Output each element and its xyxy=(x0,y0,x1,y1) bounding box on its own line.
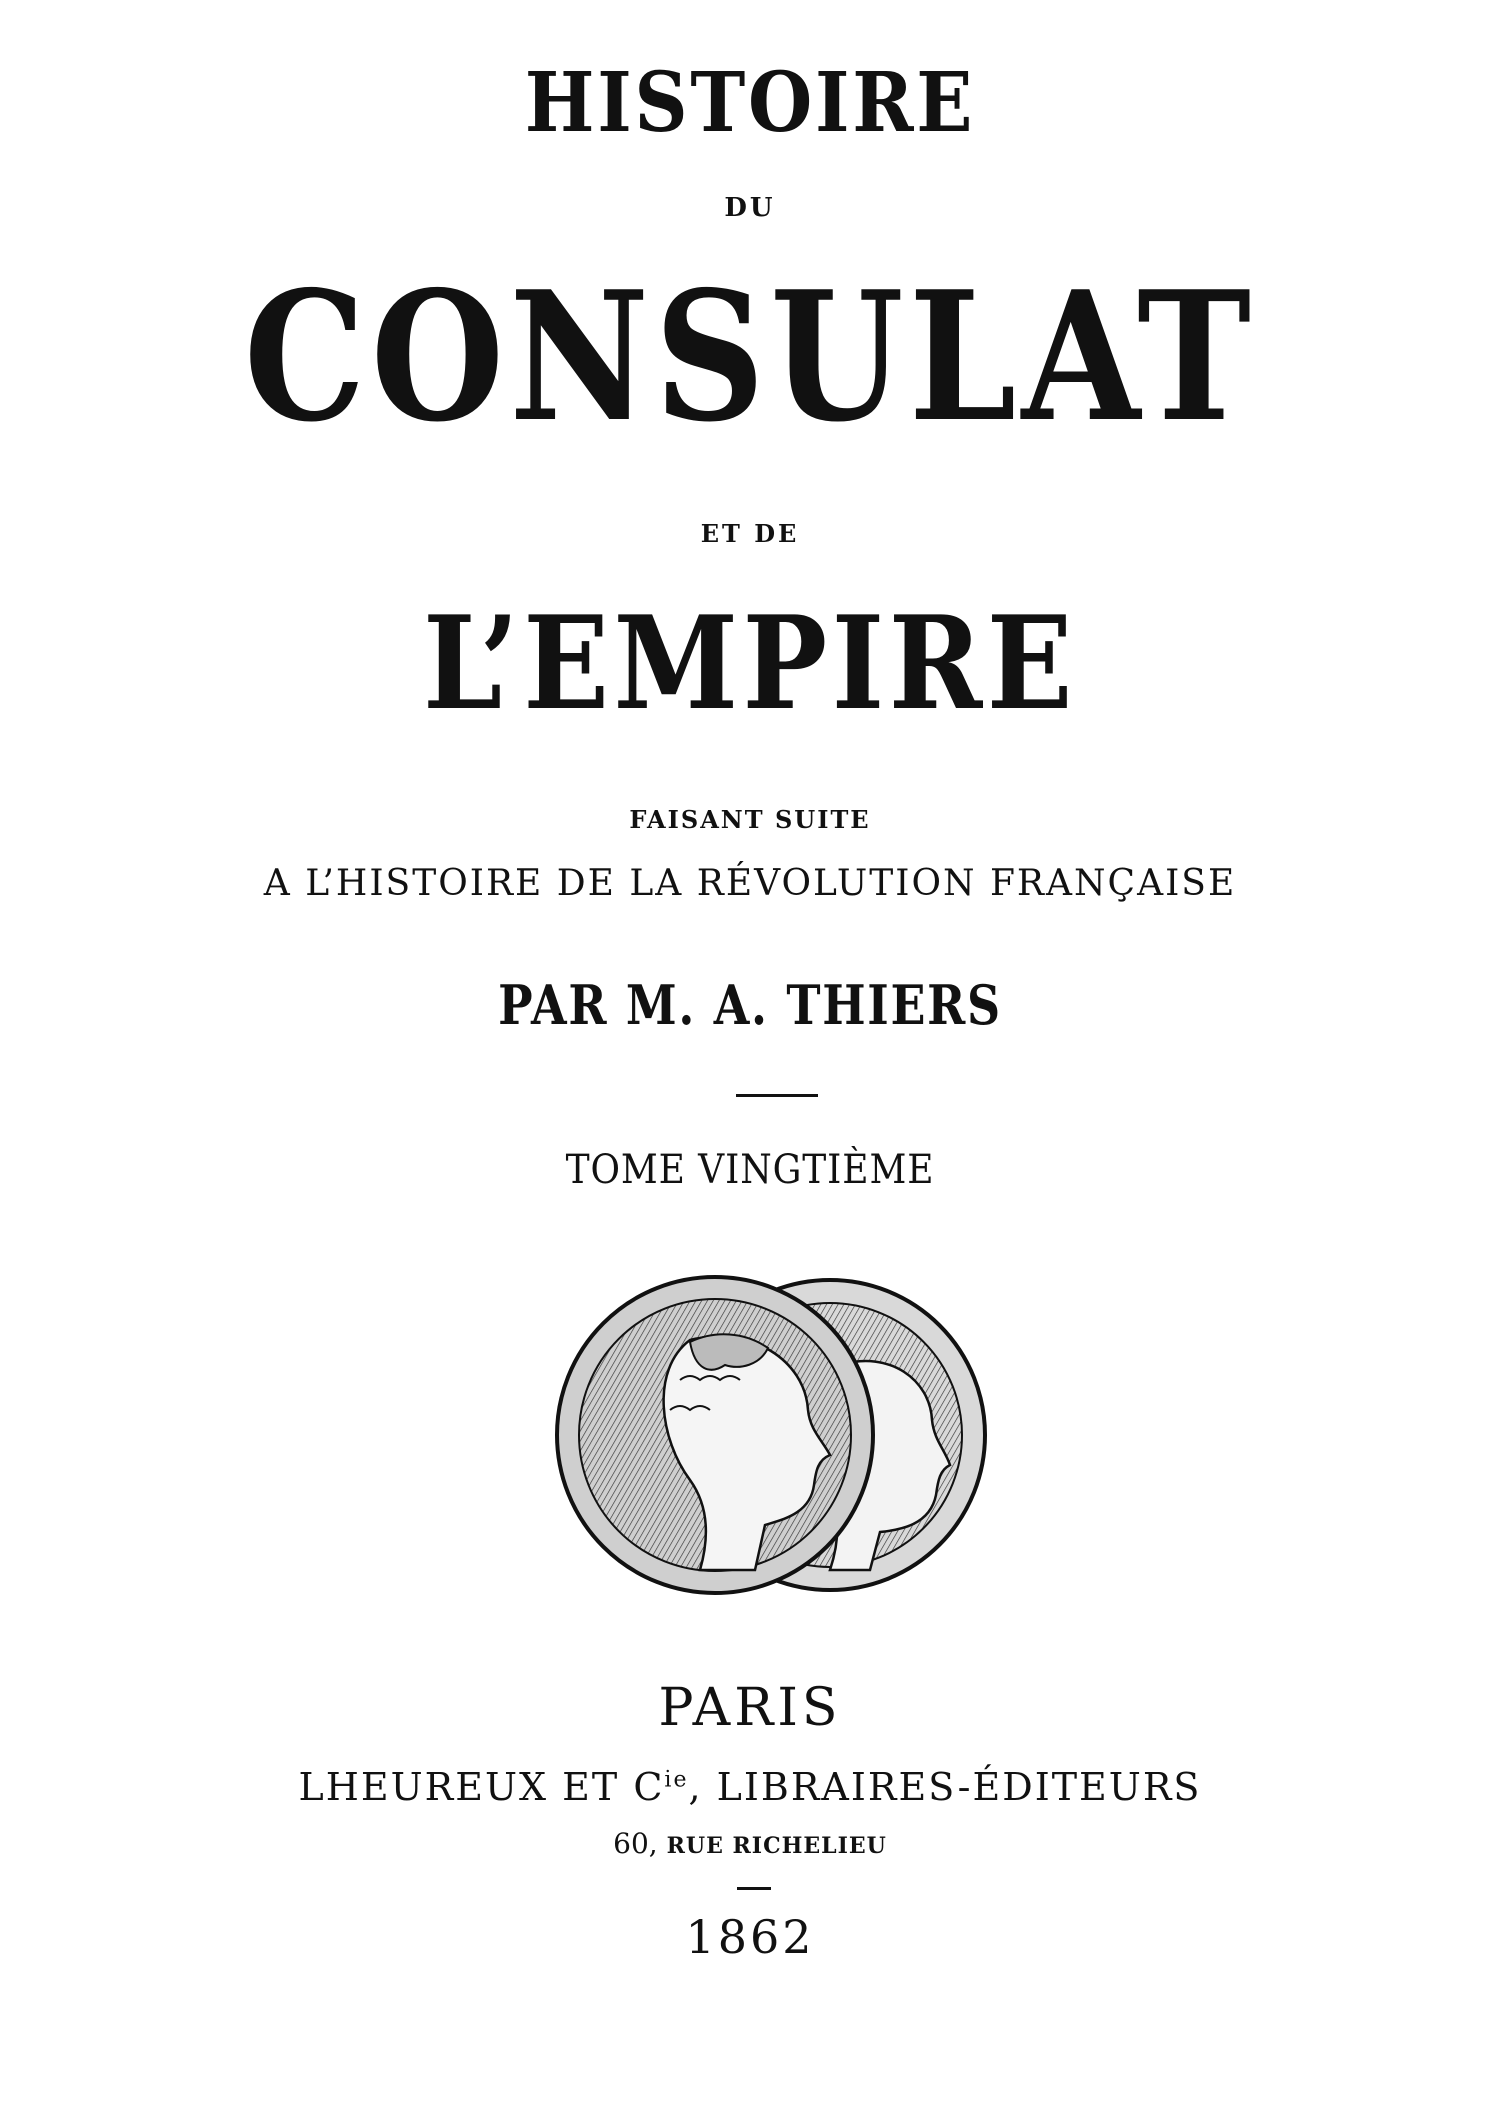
imprint-address xyxy=(0,1827,1500,1860)
twin-medal-portraits-icon xyxy=(540,1270,1000,1600)
title-empire: L’EMPIRE xyxy=(422,589,1078,739)
publisher-name: LHEUREUX ET C xyxy=(298,1765,665,1809)
divider-rule-small xyxy=(737,1887,771,1890)
author-line: PAR M. A. THIERS xyxy=(498,973,1002,1037)
title-et-de: ET DE xyxy=(700,519,800,548)
volume-line: TOME VINGTIÈME xyxy=(565,1147,935,1193)
publisher-role: , LIBRAIRES-ÉDITEURS xyxy=(688,1765,1202,1809)
imprint-year: 1862 xyxy=(685,1910,815,1964)
imprint-publisher xyxy=(0,1765,1500,1809)
front-medal xyxy=(557,1277,873,1593)
subtitle-faisant-suite: FAISANT SUITE xyxy=(629,805,871,834)
title-histoire: HISTOIRE xyxy=(524,55,976,151)
imprint-city: PARIS xyxy=(658,1678,842,1738)
subtitle-revolution: A L’HISTOIRE DE LA RÉVOLUTION FRANÇAISE xyxy=(263,863,1237,904)
publisher-superscript: ie xyxy=(664,1767,689,1793)
divider-rule xyxy=(736,1094,818,1097)
title-du: DU xyxy=(724,193,776,223)
address-number: 60, xyxy=(613,1827,658,1860)
title-consulat: CONSULAT xyxy=(243,252,1257,461)
address-street: RUE RICHELIEU xyxy=(666,1833,887,1859)
